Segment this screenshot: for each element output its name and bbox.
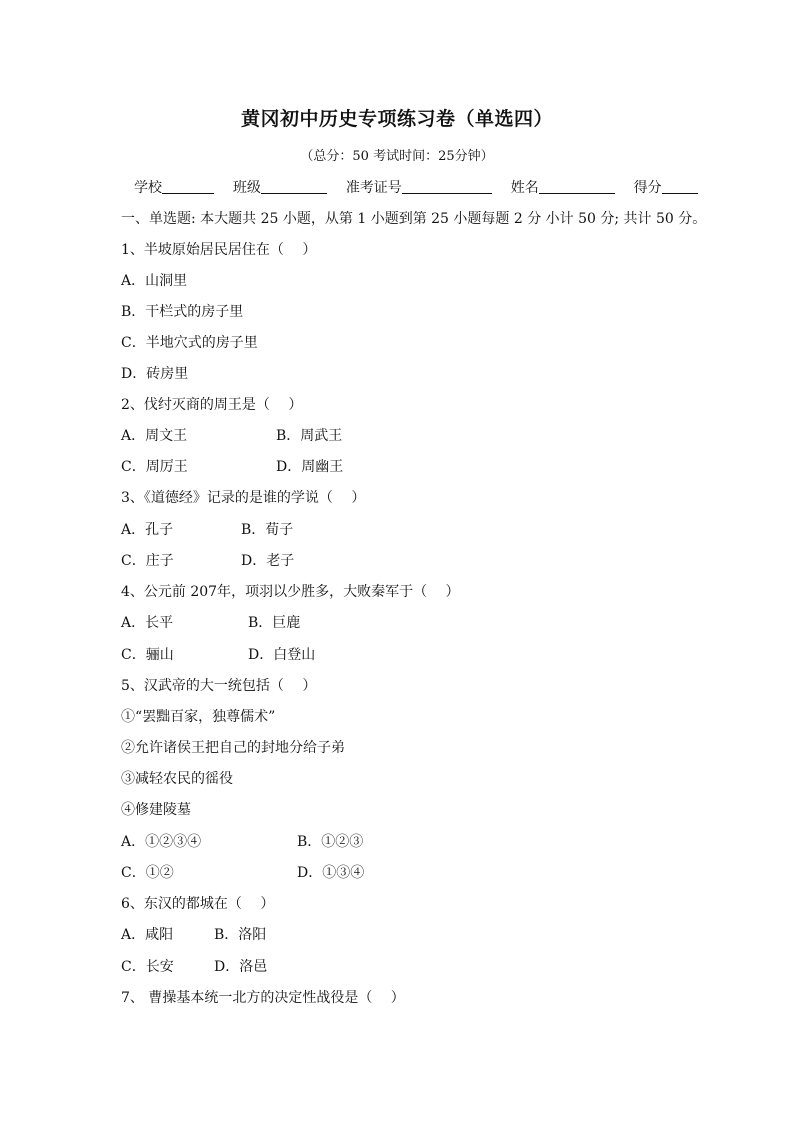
school-blank[interactable] bbox=[162, 179, 214, 194]
option-a[interactable]: A．咸阳 bbox=[121, 927, 174, 943]
option-a[interactable]: A．孔子 bbox=[121, 522, 174, 538]
option-c[interactable]: C．长安 bbox=[121, 959, 174, 975]
score-label: 得分 bbox=[633, 180, 662, 196]
question-stem: 7、 曹操基本统一北方的决定性战役是（ ） bbox=[121, 990, 405, 1006]
question-stem: 5、汉武帝的大一统包括（ ） bbox=[121, 678, 317, 694]
student-info-row bbox=[134, 177, 698, 197]
option-c[interactable]: C．庄子 bbox=[121, 553, 174, 569]
option-c[interactable]: C．骊山 bbox=[121, 647, 174, 663]
exam-id-label: 准考证号 bbox=[345, 180, 402, 196]
question-stem: 3、《道德经》记录的是谁的学说（ ） bbox=[121, 490, 366, 506]
option-c[interactable]: C．①② bbox=[121, 865, 174, 881]
name-blank[interactable] bbox=[539, 179, 615, 194]
option-c[interactable]: C．周厉王 bbox=[121, 459, 188, 475]
option-d[interactable]: D．①③④ bbox=[297, 865, 365, 881]
option-b[interactable]: B．巨鹿 bbox=[248, 615, 301, 631]
name-label: 姓名 bbox=[510, 180, 539, 196]
class-label: 班级 bbox=[232, 180, 261, 196]
page-title: 黄冈初中历史专项练习卷（单选四） bbox=[240, 108, 553, 130]
option-d[interactable]: D．老子 bbox=[241, 553, 295, 569]
section-instructions: 一、单选题: 本大题共 25 小题，从第 1 小题到第 25 小题每题 2 分 小计 50 分; 共计 50 分。 bbox=[121, 211, 707, 227]
option-b[interactable]: B．①②③ bbox=[297, 834, 364, 850]
question-stem: 4、公元前 207年，项羽以少胜多，大败秦军于（ ） bbox=[121, 584, 460, 600]
class-blank[interactable] bbox=[261, 179, 327, 194]
school-label: 学校 bbox=[134, 180, 162, 196]
option-b[interactable]: B．周武王 bbox=[276, 428, 343, 444]
option-d[interactable]: D．洛邑 bbox=[214, 959, 268, 975]
option-d[interactable]: D．砖房里 bbox=[121, 366, 189, 382]
question-stem: 2、伐纣灭商的周王是（ ） bbox=[121, 397, 303, 413]
option-a[interactable]: A．周文王 bbox=[121, 428, 188, 444]
exam-id-blank[interactable] bbox=[402, 179, 492, 194]
exam-subtitle: （总分：50 考试时间：25分钟） bbox=[300, 149, 494, 164]
statement-item: ①“罢黜百家，独尊儒术” bbox=[121, 709, 276, 725]
option-b[interactable]: B．干栏式的房子里 bbox=[121, 304, 244, 320]
question-stem: 6、东汉的都城在（ ） bbox=[121, 896, 275, 912]
statement-item: ③减轻农民的徭役 bbox=[121, 771, 233, 787]
option-c[interactable]: C．半地穴式的房子里 bbox=[121, 335, 258, 351]
option-a[interactable]: A．山洞里 bbox=[121, 273, 188, 289]
statement-item: ④修建陵墓 bbox=[121, 802, 191, 818]
option-d[interactable]: D．周幽王 bbox=[276, 459, 344, 475]
score-blank[interactable] bbox=[662, 179, 698, 194]
statement-item: ②允许诸侯王把自己的封地分给子弟 bbox=[121, 740, 345, 756]
option-a[interactable]: A．①②③④ bbox=[121, 834, 202, 850]
question-stem: 1、半坡原始居民居住在（ ） bbox=[121, 242, 317, 258]
option-a[interactable]: A．长平 bbox=[121, 615, 174, 631]
option-b[interactable]: B．洛阳 bbox=[214, 927, 267, 943]
option-b[interactable]: B．荀子 bbox=[241, 522, 294, 538]
option-d[interactable]: D．白登山 bbox=[248, 647, 316, 663]
